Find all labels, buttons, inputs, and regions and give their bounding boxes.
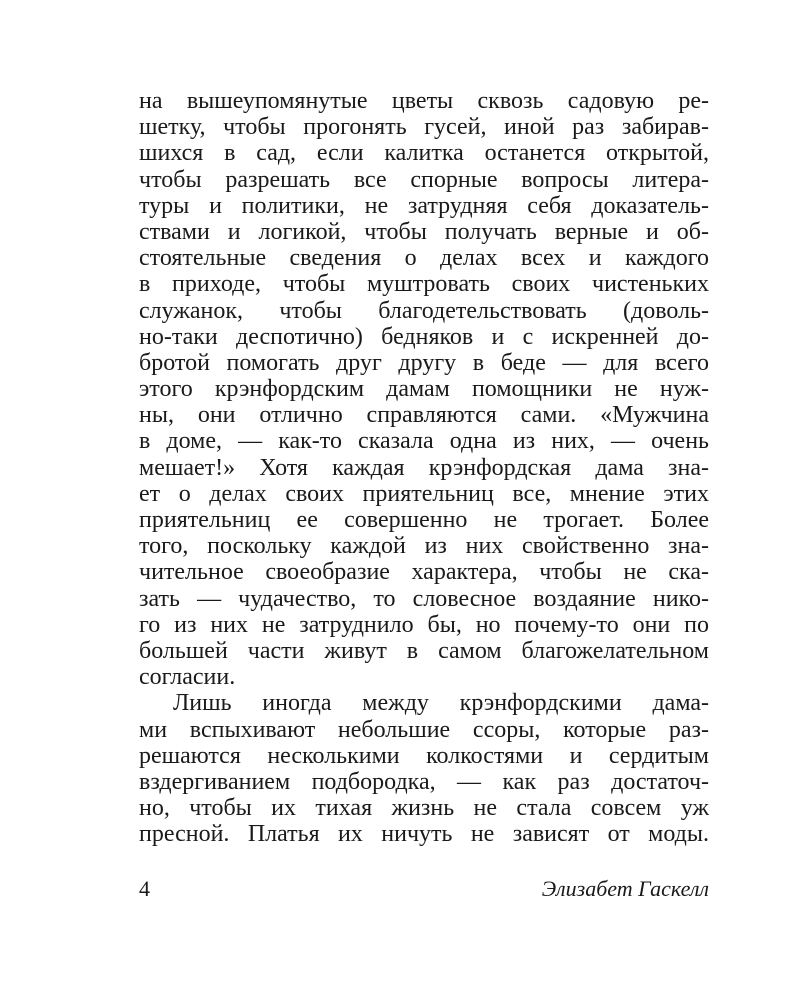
text-line: мешает!» Хотя каждая крэнфордская дама зна- [139, 454, 709, 481]
text-line: в доме, — как-то сказала одна из них, — очень [139, 428, 709, 455]
page-number: 4 [139, 876, 150, 901]
text-line: туры и политики, не затрудняя себя доказатель- [139, 192, 709, 219]
paragraph-2 [139, 690, 709, 847]
body-text [139, 88, 709, 847]
text-line: стоятельные сведения о делах всех и каждого [139, 245, 709, 272]
text-line: большей части живут в самом благожелательном [139, 637, 709, 664]
text-line: чтобы разрешать все спорные вопросы литера- [139, 166, 709, 193]
text-line: чительное своеобразие характера, чтобы не ска- [139, 559, 709, 586]
text-line: шетку, чтобы прогонять гусей, иной раз забирав- [139, 114, 709, 141]
page-footer [139, 874, 709, 904]
text-line: служанок, чтобы благодетельствовать (доволь- [139, 297, 709, 324]
running-header-author: Элизабет Гаскелл [541, 876, 709, 901]
text-line: этого крэнфордским дамам помощники не нуж- [139, 376, 709, 403]
text-line: ет о делах своих приятельниц все, мнение этих [139, 480, 709, 507]
text-line: приятельниц ее совершенно не трогает. Более [139, 507, 709, 533]
paragraph-1 [139, 88, 709, 690]
text-line: пресной. Платья их ничуть не зависят от моды. [139, 821, 709, 848]
text-line: но, чтобы их тихая жизнь не стала совсем уж [139, 795, 709, 822]
text-line: шихся в сад, если калитка останется открытой, [139, 140, 709, 167]
text-line: но-таки деспотично) бедняков и с искренней до- [139, 323, 709, 350]
text-line: Лишь иногда между крэнфордскими дама- [173, 690, 709, 717]
text-line: зать — чудачество, то словесное воздаяние нико- [139, 585, 709, 612]
text-line: в приходе, чтобы муштровать своих чистеньких [139, 271, 709, 298]
text-line: го из них не затруднило бы, но почему-то они по [139, 611, 709, 638]
text-line: на вышеупомянутые цветы сквозь садовую ре- [139, 88, 709, 114]
text-line: ствами и логикой, чтобы получать верные и об- [139, 218, 709, 245]
text-line: того, поскольку каждой из них свойственно зна- [139, 533, 709, 560]
text-line: ны, они отлично справляются сами. «Мужчина [139, 402, 709, 429]
text-line: решаются несколькими колкостями и сердитым [139, 742, 709, 769]
text-line: ми вспыхивают небольшие ссоры, которые раз- [139, 716, 709, 743]
text-line: согласии. [139, 664, 236, 691]
text-line: вздергиванием подбородка, — как раз достаточ- [139, 768, 709, 795]
text-line: бротой помогать друг другу в беде — для всего [139, 349, 709, 376]
